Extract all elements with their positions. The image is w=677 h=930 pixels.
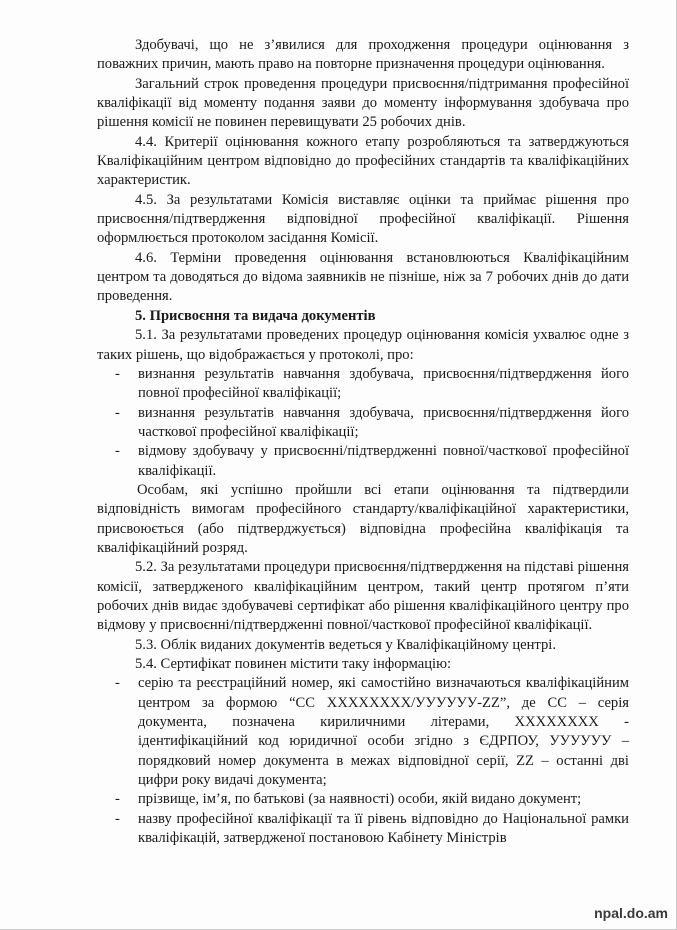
list-item: [97, 674, 629, 790]
certificate-info-list: [97, 674, 629, 848]
list-bullet: -: [115, 443, 120, 460]
list-item-text: назву професійної кваліфікації та її рівень відповідно до Національної рамки кваліфікацій, затвердженої постановою Кабінету Міністрів: [138, 810, 629, 847]
list-item: [97, 404, 629, 443]
document-body: [97, 36, 629, 848]
site-watermark: npal.do.am: [594, 905, 668, 921]
paragraph-5-4: 5.4. Сертифікат повинен містити таку інформацію:: [135, 656, 452, 672]
list-item-text: визнання результатів навчання здобувача, присвоєння/підтвердження його повної професійної кваліфікації;: [138, 365, 629, 402]
paragraph-5-3: 5.3. Облік виданих документів ведеться у Кваліфікаційному центрі.: [135, 636, 556, 653]
list-item-text: відмову здобувачу у присвоєнні/підтвердженні повної/часткової професійної кваліфікації.: [138, 443, 629, 479]
list-item: [97, 790, 629, 809]
paragraph-no-show: Здобувачі, що не з’явилися для проходження процедури оцінювання з поважних причин, мають право на повторне призначення процедури оцінювання.: [97, 37, 629, 73]
paragraph-total-term: Загальний строк проведення процедури присвоєння/підтримання професійної кваліфікації від моменту подання заяви до моменту інформування здобувача про рішення комісії не повинен перевищувати 25 робочих днів.: [97, 75, 629, 131]
list-bullet: -: [115, 404, 120, 421]
section-5-heading: 5. Присвоєння та видача документів: [135, 307, 376, 324]
paragraph-5-2: 5.2. За результатами процедури присвоєння/підтвердження на підставі рішення комісії, затвердженого кваліфікаційним центром, такий центр протягом п’яти робочих днів видає здобувачеві сертифікат або рішення кваліфікаційного центру про відмову у присвоєнні/підтвердженні повної/часткової професійної кваліфікації.: [97, 559, 629, 634]
list-item-text: прізвище, ім’я, по батькові (за наявності) особи, якій видано документ;: [138, 791, 582, 808]
list-item-text: серію та реєстраційний номер, які самостійно визначаються кваліфікаційним центром за формою “СС ХХХХХХХХ/УУУУУУ-ZZ”, де СС – серія документа, позначена кириличними літерами, ХХХХХХХХ - ідентифікаційний код юридичної особи згідно з ЄДРПОУ, УУУУУУ – порядковий номер документа в межах відповідної серії, ZZ – останні дві цифри року видачі документа;: [138, 675, 629, 789]
list-bullet: -: [115, 675, 120, 692]
list-bullet: -: [115, 810, 120, 827]
paragraph-4-4: 4.4. Критерії оцінювання кожного етапу розробляються та затверджуються Кваліфікаційним центром відповідно до професійних стандартів та кваліфікаційних характеристик.: [97, 133, 629, 189]
list-item: [97, 810, 629, 849]
list-item: [97, 365, 629, 404]
decision-list: [97, 365, 629, 481]
paragraph-5-1: 5.1. За результатами проведених процедур оцінювання комісія ухвалює одне з таких рішень, що відображається у протоколі, про:: [97, 327, 629, 363]
list-item-text: визнання результатів навчання здобувача, присвоєння/підтвердження його часткової професійної кваліфікації;: [138, 404, 629, 440]
paragraph-successful-persons: Особам, які успішно пройшли всі етапи оцінювання та підтвердили відповідність вимогам професійного стандарту/кваліфікаційної характеристики, присвоюється (або підтверджується) відповідна професійна кваліфікація та кваліфікаційний розряд.: [97, 481, 629, 556]
list-bullet: -: [115, 791, 120, 808]
paragraph-4-6: 4.6. Терміни проведення оцінювання встановлюються Кваліфікаційним центром та доводяться до відома заявників не пізніше, ніж за 7 робочих днів до дати проведення.: [97, 249, 629, 305]
paragraph-4-5: 4.5. За результатами Комісія виставляє оцінки та приймає рішення про присвоєння/підтвердження відповідної професійної кваліфікації. Рішення оформлюється протоколом засідання Комісії.: [97, 191, 629, 247]
list-bullet: -: [115, 365, 120, 382]
list-item: [97, 442, 629, 481]
